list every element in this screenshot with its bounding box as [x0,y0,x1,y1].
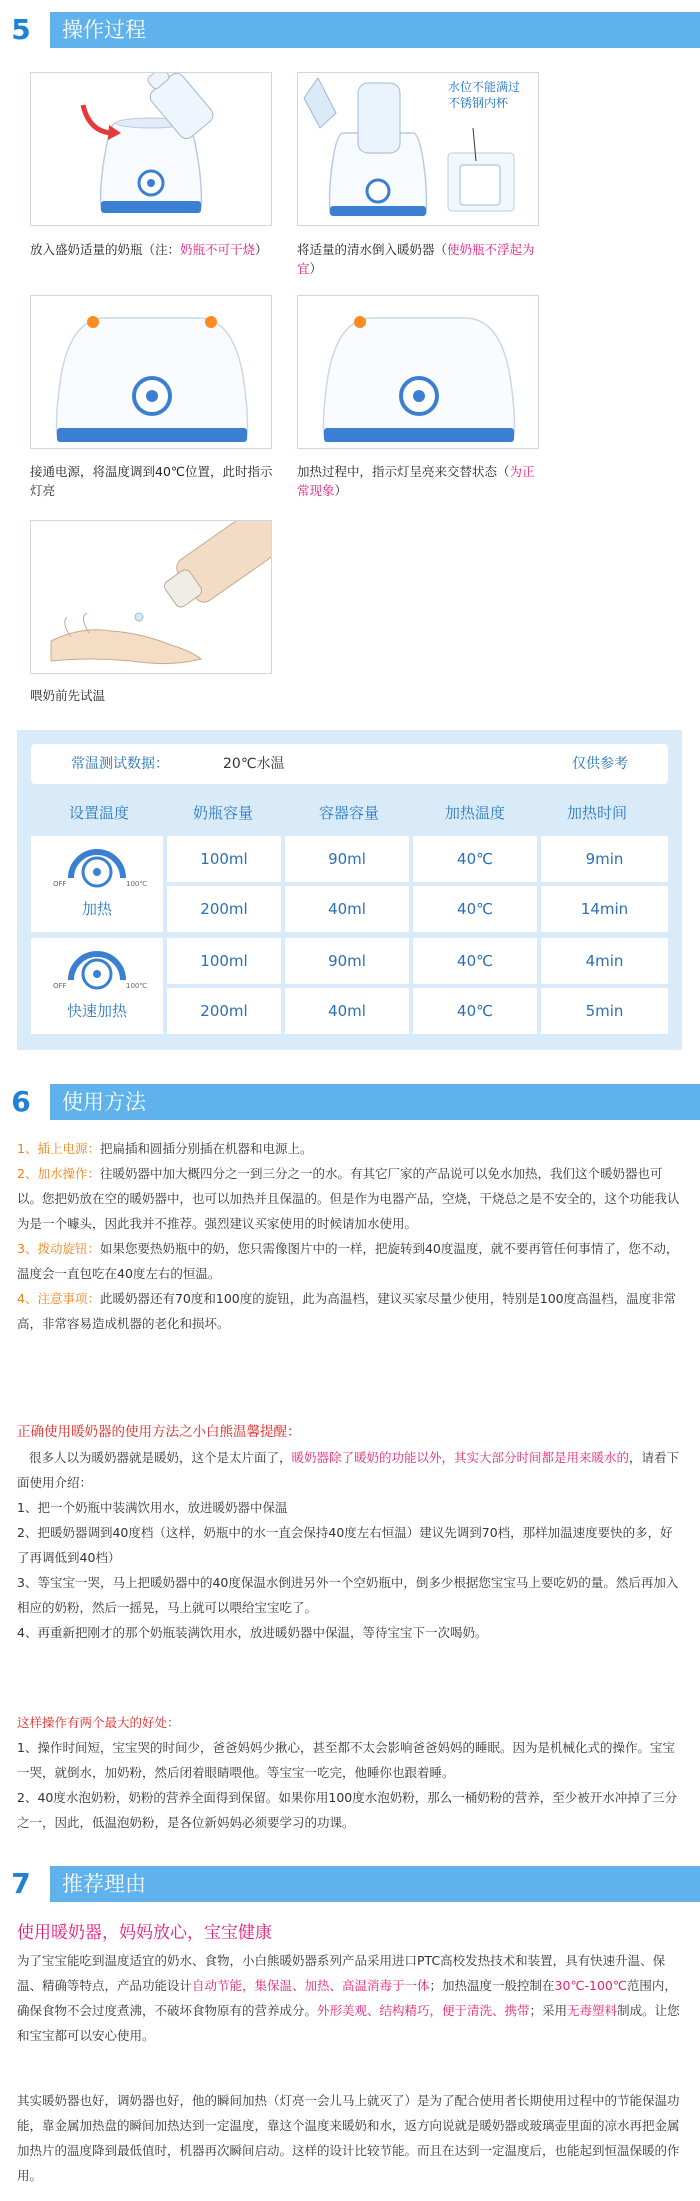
mode-fast-heat-label: 快速加热 [66,1002,127,1020]
table-top-bar [31,744,668,784]
usage-item-head: 3、拨动旋钮： [17,1241,100,1256]
dial-icon [31,938,163,998]
cell: 100ml [167,938,281,984]
usage-item [17,1236,683,1286]
section-number: 6 [0,1084,44,1120]
header-heat-temp: 加热温度 [444,804,505,822]
cell: 90ml [285,938,409,984]
tips-block [17,1420,683,1645]
section-title: 使用方法 [62,1090,146,1114]
section-number: 7 [0,1866,44,1902]
recommend-highlight: 自动节能，集保温、加热、高温消毒于一体 [192,1978,430,1993]
cell: 200ml [167,988,281,1034]
section-5-header [0,12,700,48]
cell: 200ml [167,886,281,932]
cell: 90ml [285,836,409,882]
cell: 40℃ [413,886,537,932]
recommend-text: ；加热温度一般控制在 [429,1978,555,1993]
dial-label-off: OFF [53,880,67,888]
section-title: 操作过程 [62,18,146,42]
table-reference-note: 仅供参考 [572,756,628,772]
cell: 5min [541,988,668,1034]
usage-list [17,1136,683,1336]
mode-heat-label: 加热 [81,900,112,918]
step-5-text: 喂奶前先试温 [30,688,106,703]
recommend-text: 为了宝宝能吃到温度适宜的奶水、食物，小白熊暖奶器系列产品采用进口PTC高校发热技术和装置，具有快速升温、保温、精确等特点，产品功能设计 [17,1953,666,1993]
usage-item [17,1161,683,1236]
step-2-caption [297,240,547,278]
usage-item-head: 4、注意事项： [17,1291,100,1306]
recommend-paragraph-1 [17,1948,683,2048]
table-top-label: 常温测试数据： [71,756,169,772]
step-2-warning: 使奶瓶不浮起为宜 [297,242,535,276]
section-title: 推荐理由 [62,1872,146,1896]
recommend-heading: 使用暖奶器，妈妈放心，宝宝健康 [17,1923,272,1943]
recommend-text: 制成。让您和宝宝都可以安心使用。 [17,2003,680,2043]
recommend-highlight: 外形美观、结构精巧，便于清洗、携带 [317,2003,530,2018]
usage-item [17,1136,683,1161]
cell: 9min [541,836,668,882]
tips-intro-c: ，请看下面使用介绍： [17,1450,680,1490]
cell: 4min [541,938,668,984]
dial-label-max: 100℃ [126,982,148,990]
section-6-header [0,1084,700,1120]
tips-item: 1、把一个奶瓶中装满饮用水，放进暖奶器中保温 [17,1500,288,1515]
cell: 40ml [285,988,409,1034]
callout-line-2: 不锈钢内杯 [448,96,509,110]
tips-item: 4、再重新把刚才的那个奶瓶装满饮用水，放进暖奶器中保温，等待宝宝下一次喝奶。 [17,1625,488,1640]
cell: 40ml [285,886,409,932]
step-1-warning: 奶瓶不可干烧 [180,242,256,257]
step-1-tail: ） [255,242,268,257]
tips-item: 2、把暖奶器调到40度档（这样，奶瓶中的水一直会保持40度左右恒温）建议先调到70档，那样加温速度要快的多，好了再调低到40档） [17,1525,673,1565]
cell: 40℃ [413,836,537,882]
step-1-image [30,72,272,226]
usage-item-body: 此暖奶器还有70度和100度的旋钮，此为高温档，建议买家尽量少使用，特别是100度高温档，温度非常高，非常容易造成机器的老化和损坏。 [17,1291,677,1331]
step-3-text: 接通电源，将温度调到40℃位置，此时指示灯亮 [30,464,273,498]
section-number: 5 [0,12,44,48]
step-4-tail: ） [334,483,348,498]
tips-intro-highlight: 暖奶器除了暖奶的功能以外，其实大部分时间都是用来暖水的 [291,1450,630,1465]
usage-item-head: 2、加水操作： [17,1166,100,1181]
step-4-caption [297,462,547,500]
usage-item-head: 1、插上电源： [17,1141,100,1156]
step-4-image [297,295,539,449]
step-5-caption [30,686,280,705]
tips-intro [17,1445,683,1495]
section-7-header [0,1866,700,1902]
recommend-highlight: 无毒塑料 [567,2003,618,2018]
recommend-text: ；采用 [529,2003,568,2018]
usage-item-body: 往暖奶器中加大概四分之一到三分之一的水。有其它厂家的产品说可以免水加热，我们这个暖奶器也可以。您把奶放在空的暖奶器中，也可以加热并且保温的。但是作为电器产品，空烧，干烧总之是不安全的，这个功能我认为是一个噱头，因此我并不推荐。强烈建议买家使用的时候请加水使用。 [17,1166,680,1231]
step-1-text: 放入盛奶适量的奶瓶（注： [30,242,181,257]
header-set-temp: 设置温度 [68,804,129,822]
step-2-image [297,72,539,226]
step-3-image [30,295,272,449]
benefits-item: 2、40度水泡奶粉，奶粉的营养全面得到保留。如果你用100度水泡奶粉，那么一桶奶粉的营养，至少被开水冲掉了三分之一，因此，低温泡奶粉，是各位新妈妈必须要学习的功课。 [17,1790,678,1830]
usage-item [17,1286,683,1336]
dial-label-max: 100℃ [126,880,148,888]
table-top-value: 20℃水温 [223,756,285,772]
header-bottle-volume: 奶瓶容量 [192,804,253,822]
mode-fast-heat-box [31,938,163,1034]
cell: 14min [541,886,668,932]
mode-heat-box [31,836,163,932]
step-1-caption [30,240,280,259]
cell: 40℃ [413,938,537,984]
step-5-image [30,520,272,674]
header-heat-time: 加热时间 [566,804,627,822]
header-container-volume: 容器容量 [318,804,379,822]
benefits-title: 这样操作有两个最大的好处： [17,1715,180,1730]
step-4-warning: 为正常现象 [297,464,535,498]
tips-title: 正确使用暖奶器的使用方法之小白熊温馨提醒： [17,1424,301,1440]
callout-line-1: 水位不能满过 [448,80,521,94]
benefits-block [17,1710,683,1835]
step-3-caption [30,462,280,500]
tips-intro-a: 很多人以为暖奶器就是暖奶，这个是太片面了， [29,1450,292,1465]
step-4-text: 加热过程中，指示灯呈亮来交替状态（ [297,464,510,479]
tips-item: 3、等宝宝一哭，马上把暖奶器中的40度保温水倒进另外一个空奶瓶中，倒多少根据您宝宝马上要吃奶的量。然后再加入相应的奶粉，然后一摇晃，马上就可以喂给宝宝吃了。 [17,1575,679,1615]
dial-icon [31,836,163,896]
cell: 40℃ [413,988,537,1034]
step-2-tail: ） [309,261,323,276]
benefits-item: 1、操作时间短，宝宝哭的时间少，爸爸妈妈少揪心，甚至都不太会影响爸爸妈妈的睡眠。因为是机械化式的操作。宝宝一哭，就倒水，加奶粉，然后闭着眼睛喂他。等宝宝一吃完，他睡你也跟着睡。 [17,1740,675,1780]
cell: 100ml [167,836,281,882]
recommend-text: 范围内，确保食物不会过度煮沸，不破坏食物原有的营养成分。 [17,1978,677,2018]
step-2-text: 将适量的清水倒入暖奶器（ [297,242,448,257]
usage-item-body: 把扁插和圆插分别插在机器和电源上。 [99,1141,313,1156]
recommend-paragraph-2: 其实暖奶器也好，调奶器也好，他的瞬间加热（灯亮一会儿马上就灭了）是为了配合使用者长期使用过程中的节能保温功能，靠金属加热盘的瞬间加热达到一定温度，靠这个温度来暖奶和水，返方向说就是暖奶器或玻璃壶里面的凉水再把金属加热片的温度降到最低值时，机器再次瞬间启动。这样的设计比较节能。而且在达到一定温度后，也能起到恒温保暖的作用。 [17,2093,680,2183]
dial-label-off: OFF [53,982,67,990]
recommend-highlight: 30℃-100℃ [554,1978,627,1993]
usage-item-body: 如果您要热奶瓶中的奶，您只需像图片中的一样，把旋转到40度温度，就不要再管任何事情了，您不动，温度会一直包吃在40度左右的恒温。 [17,1241,679,1281]
test-data-table [17,730,682,1050]
